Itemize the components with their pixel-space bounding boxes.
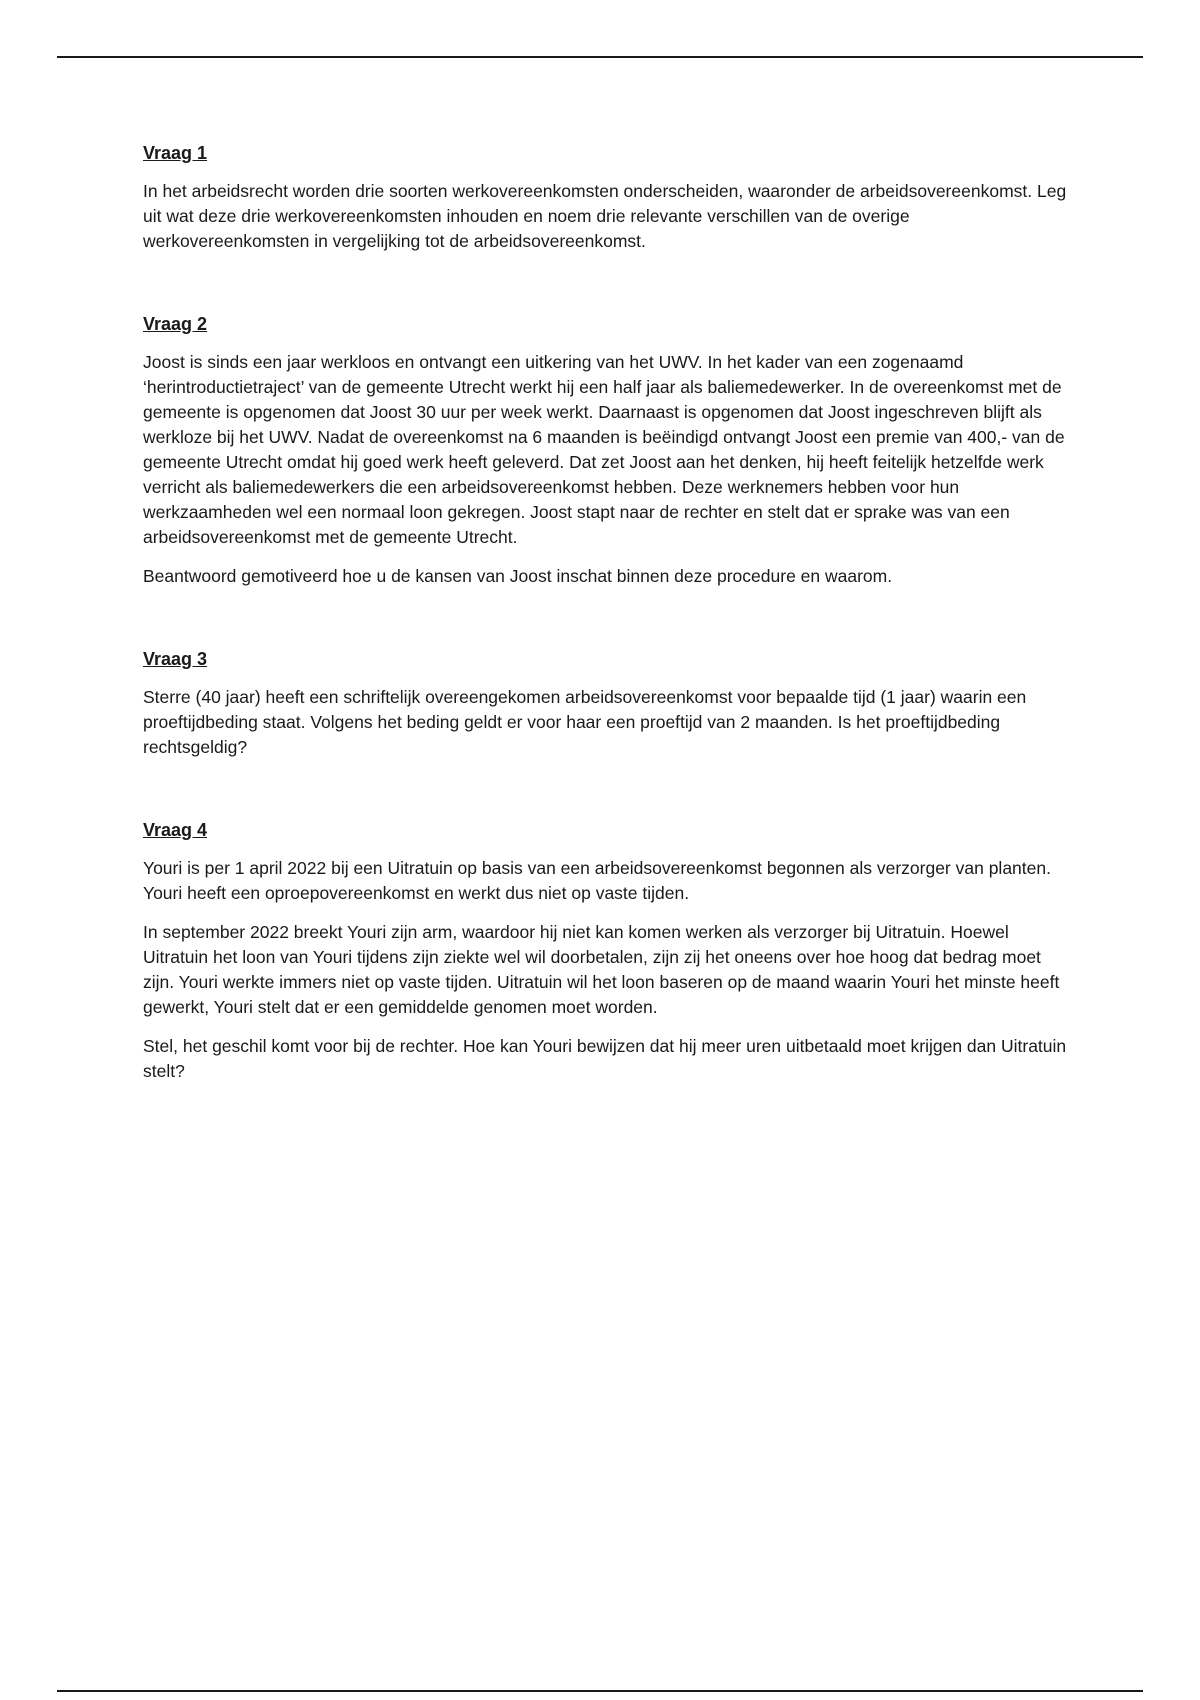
question-3 [143, 648, 1073, 760]
question-2-paragraph-2: Beantwoord gemotiveerd hoe u de kansen van Joost inschat binnen deze procedure en waarom. [143, 566, 893, 586]
document-body [143, 142, 1073, 1098]
question-1 [143, 142, 1073, 254]
question-3-paragraph-1: Sterre (40 jaar) heeft een schriftelijk overeengekomen arbeidsovereenkomst voor bepaalde tijd (1 jaar) waarin een proeftijdbeding staat. Volgens het beding geldt er voor haar een proeftijd van 2 maanden. Is het proeftijdbeding rechtsgeldig? [143, 687, 1027, 757]
question-3-title: Vraag 3 [143, 649, 208, 669]
question-4-paragraph-1: Youri is per 1 april 2022 bij een Uitratuin op basis van een arbeidsovereenkomst begonnen als verzorger van planten. Youri heeft een oproepovereenkomst en werkt dus niet op vaste tijden. [143, 858, 1051, 903]
question-1-title: Vraag 1 [143, 143, 208, 163]
question-2-paragraph-1: Joost is sinds een jaar werkloos en ontvangt een uitkering van het UWV. In het kader van een zogenaamd ‘herintroductietraject’ van de gemeente Utrecht werkt hij een half jaar als baliemedewerker. In de overeenkomst met de gemeente is opgenomen dat Joost 30 uur per week werkt. Daarnaast is opgenomen dat Joost ingeschreven blijft als werkloze bij het UWV. Nadat de overeenkomst na 6 maanden is beëindigd ontvangt Joost een premie van 400,- van de gemeente Utrecht omdat hij goed werk heeft geleverd. Dat zet Joost aan het denken, hij heeft feitelijk hetzelfde werk verricht als baliemedewerkers die een arbeidsovereenkomst hebben. Deze werknemers hebben voor hun werkzaamheden wel een normaal loon gekregen. Joost stapt naar de rechter en stelt dat er sprake was van een arbeidsovereenkomst met de gemeente Utrecht. [143, 352, 1065, 547]
footer-rule [57, 1690, 1143, 1692]
question-4-paragraph-3: Stel, het geschil komt voor bij de rechter. Hoe kan Youri bewijzen dat hij meer uren uitbetaald moet krijgen dan Uitratuin stelt? [143, 1036, 1067, 1081]
question-4-paragraph-2: In september 2022 breekt Youri zijn arm, waardoor hij niet kan komen werken als verzorger bij Uitratuin. Hoewel Uitratuin het loon van Youri tijdens zijn ziekte wel wil doorbetalen, zijn zij het oneens over hoe hoog dat bedrag moet zijn. Youri werkte immers niet op vaste tijden. Uitratuin wil het loon baseren op de maand waarin Youri het minste heeft gewerkt, Youri stelt dat er een gemiddelde genomen moet worden. [143, 922, 1060, 1017]
question-4-title: Vraag 4 [143, 820, 208, 840]
question-2 [143, 313, 1073, 589]
question-2-title: Vraag 2 [143, 314, 208, 334]
question-4 [143, 819, 1073, 1084]
header-rule [57, 56, 1143, 58]
question-1-paragraph-1: In het arbeidsrecht worden drie soorten werkovereenkomsten onderscheiden, waaronder de arbeidsovereenkomst. Leg uit wat deze drie werkovereenkomsten inhouden en noem drie relevante verschillen van de overige werkovereenkomsten in vergelijking tot de arbeidsovereenkomst. [143, 181, 1067, 251]
